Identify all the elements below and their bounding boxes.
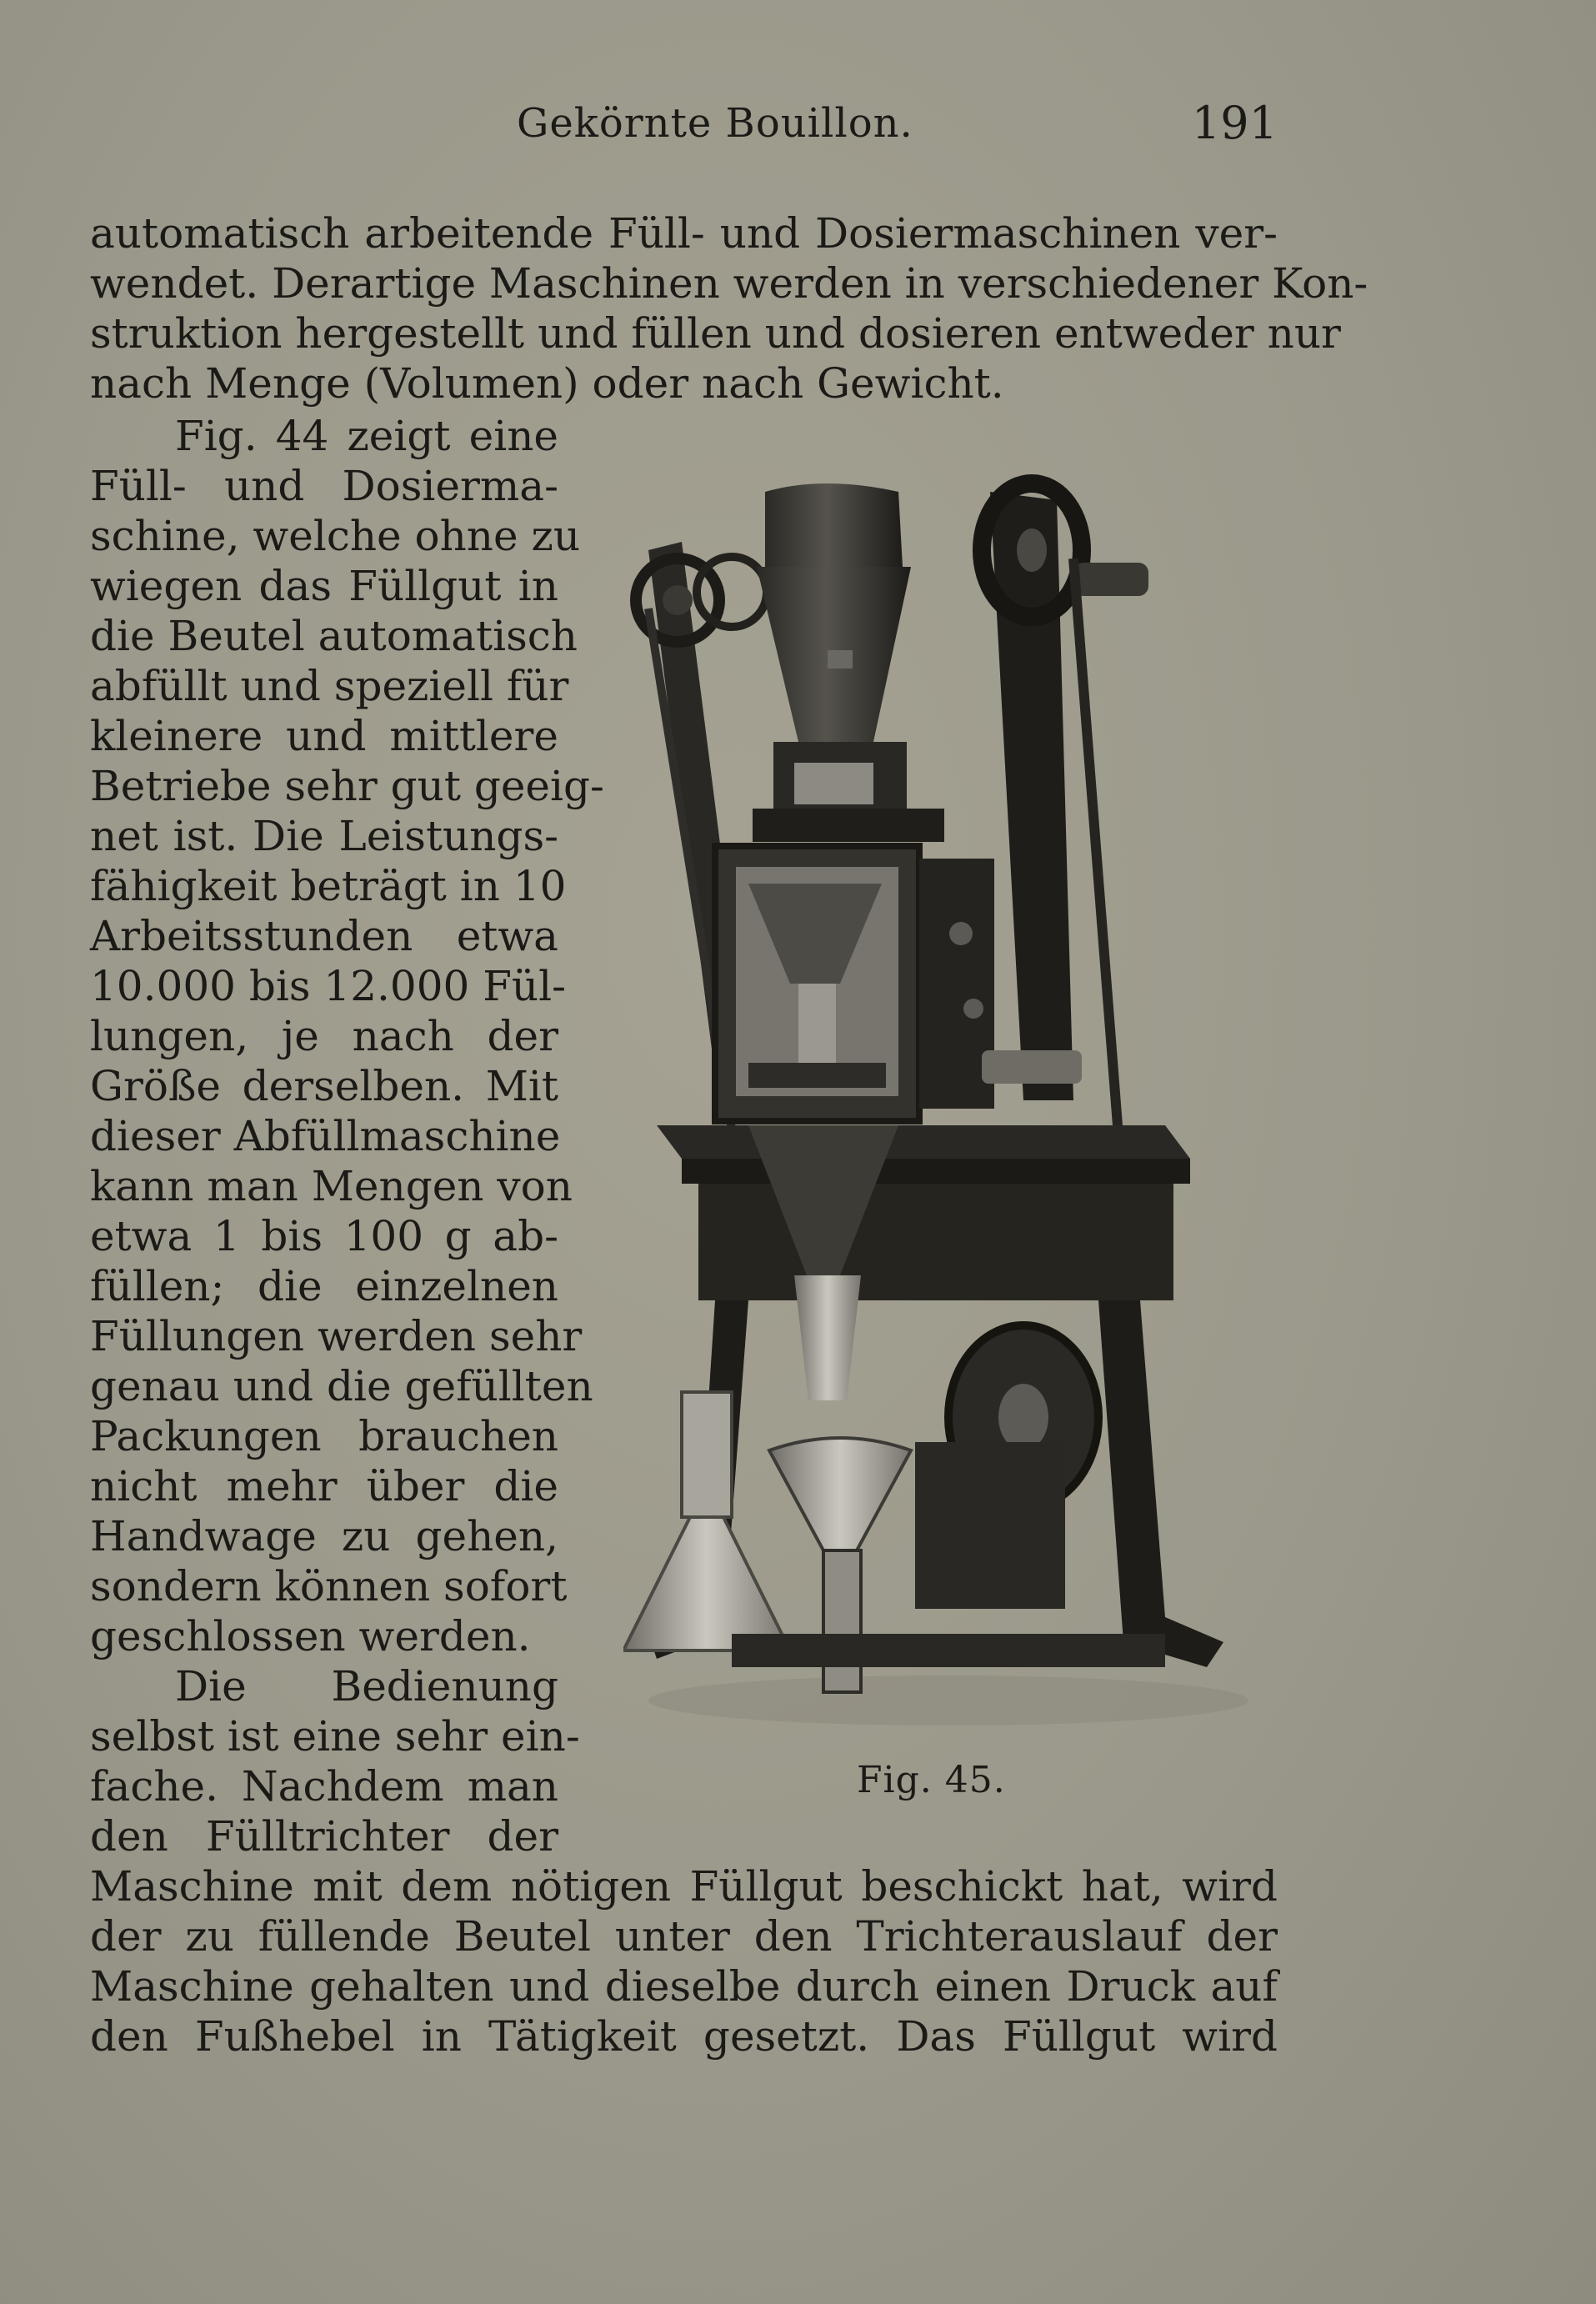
column-line: Die Bedienung	[175, 1662, 558, 1710]
column-line: wiegen das Füllgut in	[90, 562, 558, 610]
column-line: Größe derselben. Mit	[90, 1062, 558, 1110]
column-line: Betriebe sehr gut geeig-	[90, 762, 604, 810]
column-line: sondern können sofort	[90, 1562, 568, 1610]
column-line: Handwage zu gehen,	[90, 1512, 558, 1560]
column-line: abfüllt und speziell für	[90, 662, 569, 710]
column-line: selbst ist eine sehr ein-	[90, 1712, 580, 1761]
page-number: 191	[1191, 97, 1278, 149]
figure-caption: Fig. 45.	[857, 1759, 1006, 1801]
text-line: nach Menge (Volumen) oder nach Gewicht.	[90, 359, 1004, 408]
column-line: fache. Nachdem man	[90, 1762, 558, 1811]
column-line: geschlossen werden.	[90, 1612, 531, 1660]
text-line: der zu füllende Beutel unter den Trichterauslauf der	[90, 1912, 1278, 1961]
column-line: net ist. Die Leistungs-	[90, 812, 558, 860]
column-line: Packungen brauchen	[90, 1412, 558, 1460]
column-line: genau und die gefüllten	[90, 1362, 593, 1410]
text-line: Maschine mit dem nötigen Füllgut beschickt hat, wird	[90, 1862, 1278, 1911]
column-line: nicht mehr über die	[90, 1462, 558, 1510]
text-line: den Fußhebel in Tätigkeit gesetzt. Das Füllgut wird	[90, 2012, 1278, 2061]
column-line: Füllungen werden sehr	[90, 1312, 583, 1360]
column-line: kleinere und mittlere	[90, 712, 558, 760]
text-line: struktion hergestellt und füllen und dosieren entweder nur	[90, 309, 1341, 358]
column-line: 10.000 bis 12.000 Fül-	[90, 962, 567, 1010]
page-header	[90, 93, 1278, 152]
column-line: schine, welche ohne zu	[90, 512, 581, 560]
machine-illustration	[623, 467, 1275, 1734]
column-line: Füll- und Dosierma-	[90, 462, 558, 510]
text-line: wendet. Derartige Maschinen werden in verschiedener Kon-	[90, 259, 1368, 308]
column-line: dieser Abfüllmaschine	[90, 1112, 561, 1160]
filling-dosing-machine-illustration	[623, 467, 1275, 1734]
column-line: Fig. 44 zeigt eine	[175, 412, 558, 460]
column-line: fähigkeit beträgt in 10	[90, 862, 567, 910]
running-title: Gekörnte Bouillon.	[517, 100, 913, 147]
column-line: den Fülltrichter der	[90, 1812, 558, 1861]
text-line: Maschine gehalten und dieselbe durch einen Druck auf	[90, 1962, 1278, 2011]
column-line: kann man Mengen von	[90, 1162, 573, 1210]
column-line: die Beutel automatisch	[90, 612, 578, 660]
text-line: automatisch arbeitende Füll- und Dosiermaschinen ver-	[90, 209, 1278, 258]
column-line: lungen, je nach der	[90, 1012, 558, 1060]
column-line: Arbeitsstunden etwa	[90, 912, 558, 960]
column-line: etwa 1 bis 100 g ab-	[90, 1212, 558, 1260]
column-line: füllen; die einzelnen	[90, 1262, 558, 1310]
